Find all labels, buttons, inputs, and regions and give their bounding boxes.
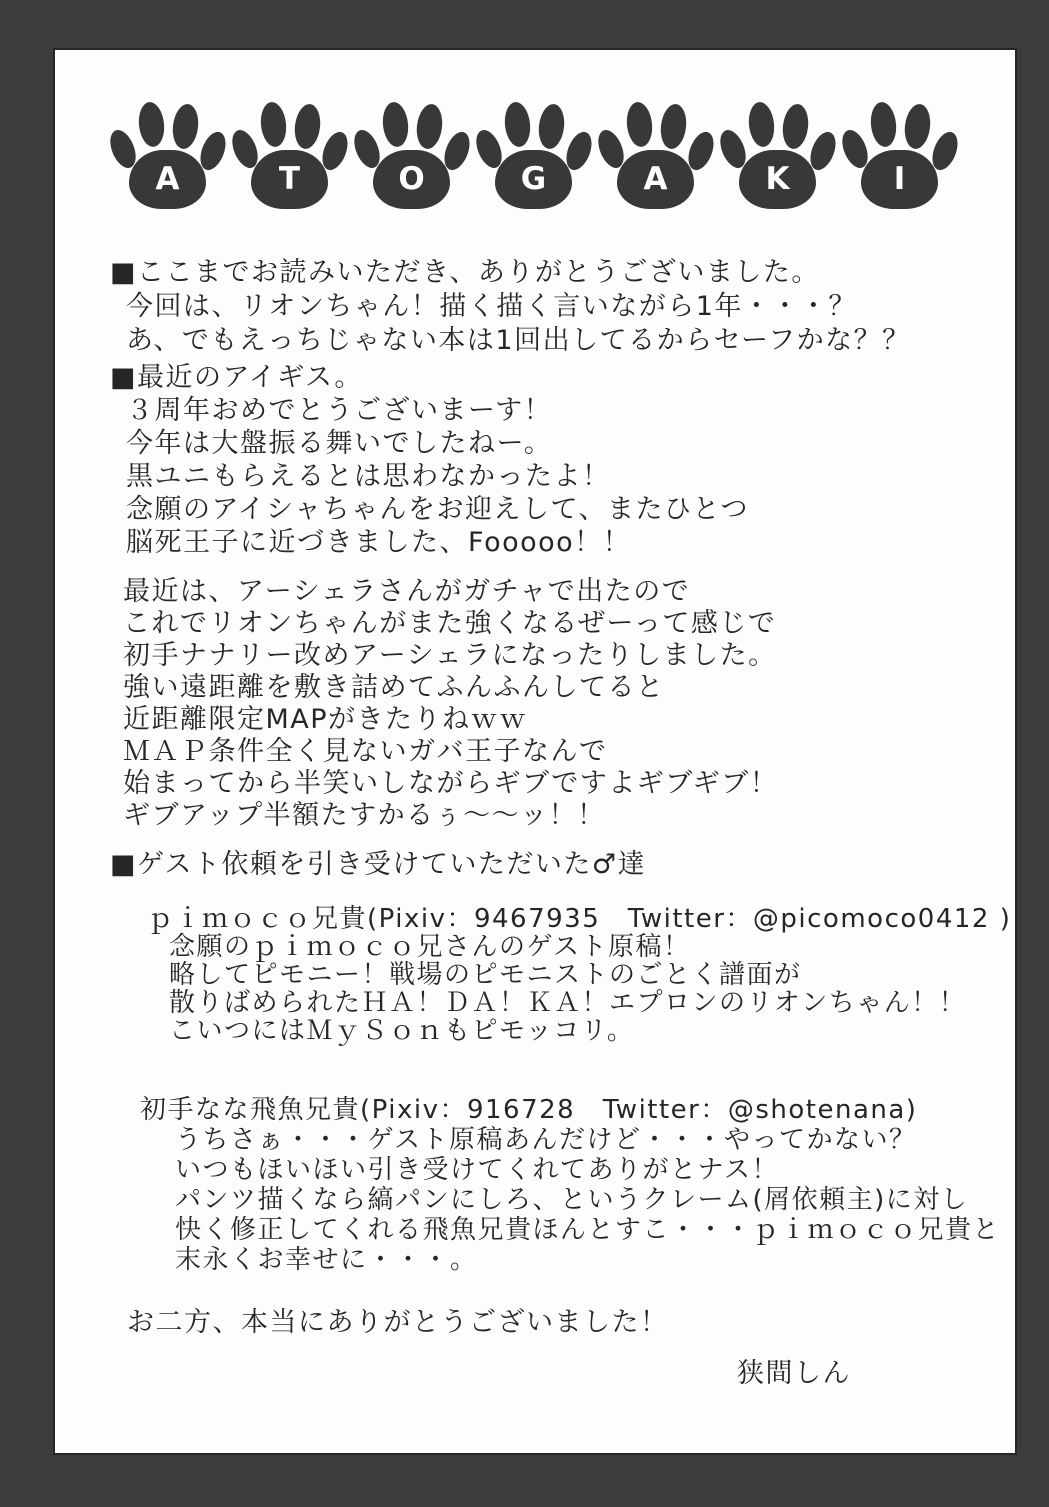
paw-toe <box>137 101 167 148</box>
paw-print <box>234 102 346 210</box>
section-header: ■最近のアイギス。 <box>110 362 363 393</box>
text-line: 強い遠距離を敷き詰めてふんふんしてると <box>123 672 665 703</box>
section-header: ■ここまでお読みいただき、ありがとうございました。 <box>110 257 820 288</box>
paw-toe <box>625 101 655 148</box>
text-line: 初手ナナリー改めアーシェラになったりしました。 <box>123 640 777 671</box>
text-line: うちさぁ・・・ゲスト原稿あんだけど・・・やってかない？ <box>175 1125 917 1155</box>
paw-pad <box>373 150 450 209</box>
paw-toe <box>869 101 899 148</box>
text-line: 略してピモニー！戦場のピモニストのごとく譜面が <box>169 960 802 990</box>
paw-toe <box>780 103 810 151</box>
paw-pad <box>617 150 694 209</box>
paw-toe <box>658 103 688 151</box>
author-signature <box>737 1357 851 1390</box>
paw-print <box>356 102 468 210</box>
text-line: 末永くお幸せに・・・。 <box>175 1245 478 1275</box>
text-line: 狭間しん <box>737 1358 851 1389</box>
section-guest-pimoco <box>147 905 1011 1045</box>
section-intro <box>110 256 911 358</box>
section-header: ■ゲスト依頼を引き受けていただいた♂達 <box>110 849 647 880</box>
text-line: お二方、本当にありがとうございました！ <box>127 1307 669 1338</box>
text-line: ３周年おめでとうございまーす！ <box>126 395 553 426</box>
paw-toe <box>292 103 322 151</box>
text-line: 最近は、アーシェラさんがガチャで出たので <box>123 576 691 607</box>
paw-pad <box>251 150 328 209</box>
thanks-line <box>127 1306 669 1339</box>
paw-pad <box>739 150 816 209</box>
text-line: あ、でもえっちじゃない本は1回出してるからセーフかな？？ <box>126 325 911 356</box>
paw-toe <box>381 101 411 148</box>
text-line: 快く修正してくれる飛魚兄貴ほんとすこ・・・ｐｉｍｏｃｏ兄貴と <box>175 1215 1001 1245</box>
paw-toe <box>170 103 200 151</box>
paw-letter: G <box>520 161 547 197</box>
paw-print <box>722 102 834 210</box>
paw-toe <box>414 103 444 151</box>
text-line: こいつにはＭｙＳｏｎもピモッコリ。 <box>169 1016 635 1046</box>
text-line: いつもほいほい引き受けてくれてありがとナス！ <box>175 1155 779 1185</box>
text-line: 今回は、リオンちゃん！描く描く言いながら1年・・・？ <box>126 291 857 322</box>
paw-pad <box>495 150 572 209</box>
section-guest-header <box>110 848 646 881</box>
paw-pad <box>861 150 938 209</box>
text-line: 散りばめられたＨＡ！ＤＡ！ＫＡ！エプロンのリオンちゃん！！ <box>169 988 967 1018</box>
atogaki-paw-title <box>55 102 1015 217</box>
text-line: 念願のｐｉｍｏｃｏ兄さんのゲスト原稿！ <box>169 932 691 962</box>
section-aigis <box>110 361 749 559</box>
text-line: パンツ描くなら縞パンにしろ、というクレーム(屑依頼主)に対し <box>175 1185 969 1215</box>
paw-toe <box>747 101 777 148</box>
paw-toe <box>259 101 289 148</box>
guest-name-line: ｐｉｍｏｃｏ兄貴(Pixiv：9467935 Twitter：@picomoco0412 ) <box>147 904 1012 934</box>
page <box>55 50 1015 1453</box>
text-line: 始まってから半笑いしながらギブですよギブギブ！ <box>123 768 779 799</box>
paw-letter: K <box>765 161 790 197</box>
paw-print <box>844 102 956 210</box>
text-line: ギブアップ半額たすかるぅ～～ッ！！ <box>123 800 606 831</box>
paw-print <box>112 102 224 210</box>
paw-toe <box>902 103 932 151</box>
paw-toe <box>503 101 533 148</box>
text-line: 今年は大盤振る舞いでしたねー。 <box>126 428 553 459</box>
paw-toe <box>536 103 566 151</box>
paw-letter: O <box>398 161 425 197</box>
paw-pad <box>129 150 206 209</box>
guest-name-line: 初手なな飛魚兄貴(Pixiv：916728 Twitter：@shotenana) <box>140 1095 918 1125</box>
paw-print <box>600 102 712 210</box>
text-line: 念願のアイシャちゃんをお迎えして、またひとつ <box>126 494 749 525</box>
text-line: これでリオンちゃんがまた強くなるぜーって感じで <box>123 608 777 639</box>
section-guest-tobiuo <box>140 1095 1000 1275</box>
text-line: 脳死王子に近づきました、Fooooo！！ <box>126 527 632 558</box>
text-line: ＭＡＰ条件全く見ないガバ王子なんで <box>123 736 608 767</box>
paw-letter: I <box>893 161 906 197</box>
text-line: 黒ユニもらえるとは思わなかったよ！ <box>126 461 611 492</box>
paw-print <box>478 102 590 210</box>
paw-letter: A <box>155 161 180 197</box>
paw-letter: T <box>278 161 301 197</box>
paw-letter: A <box>643 161 668 197</box>
section-gacha <box>123 576 778 832</box>
text-line: 近距離限定MAPがきたりねｗｗ <box>123 704 528 735</box>
